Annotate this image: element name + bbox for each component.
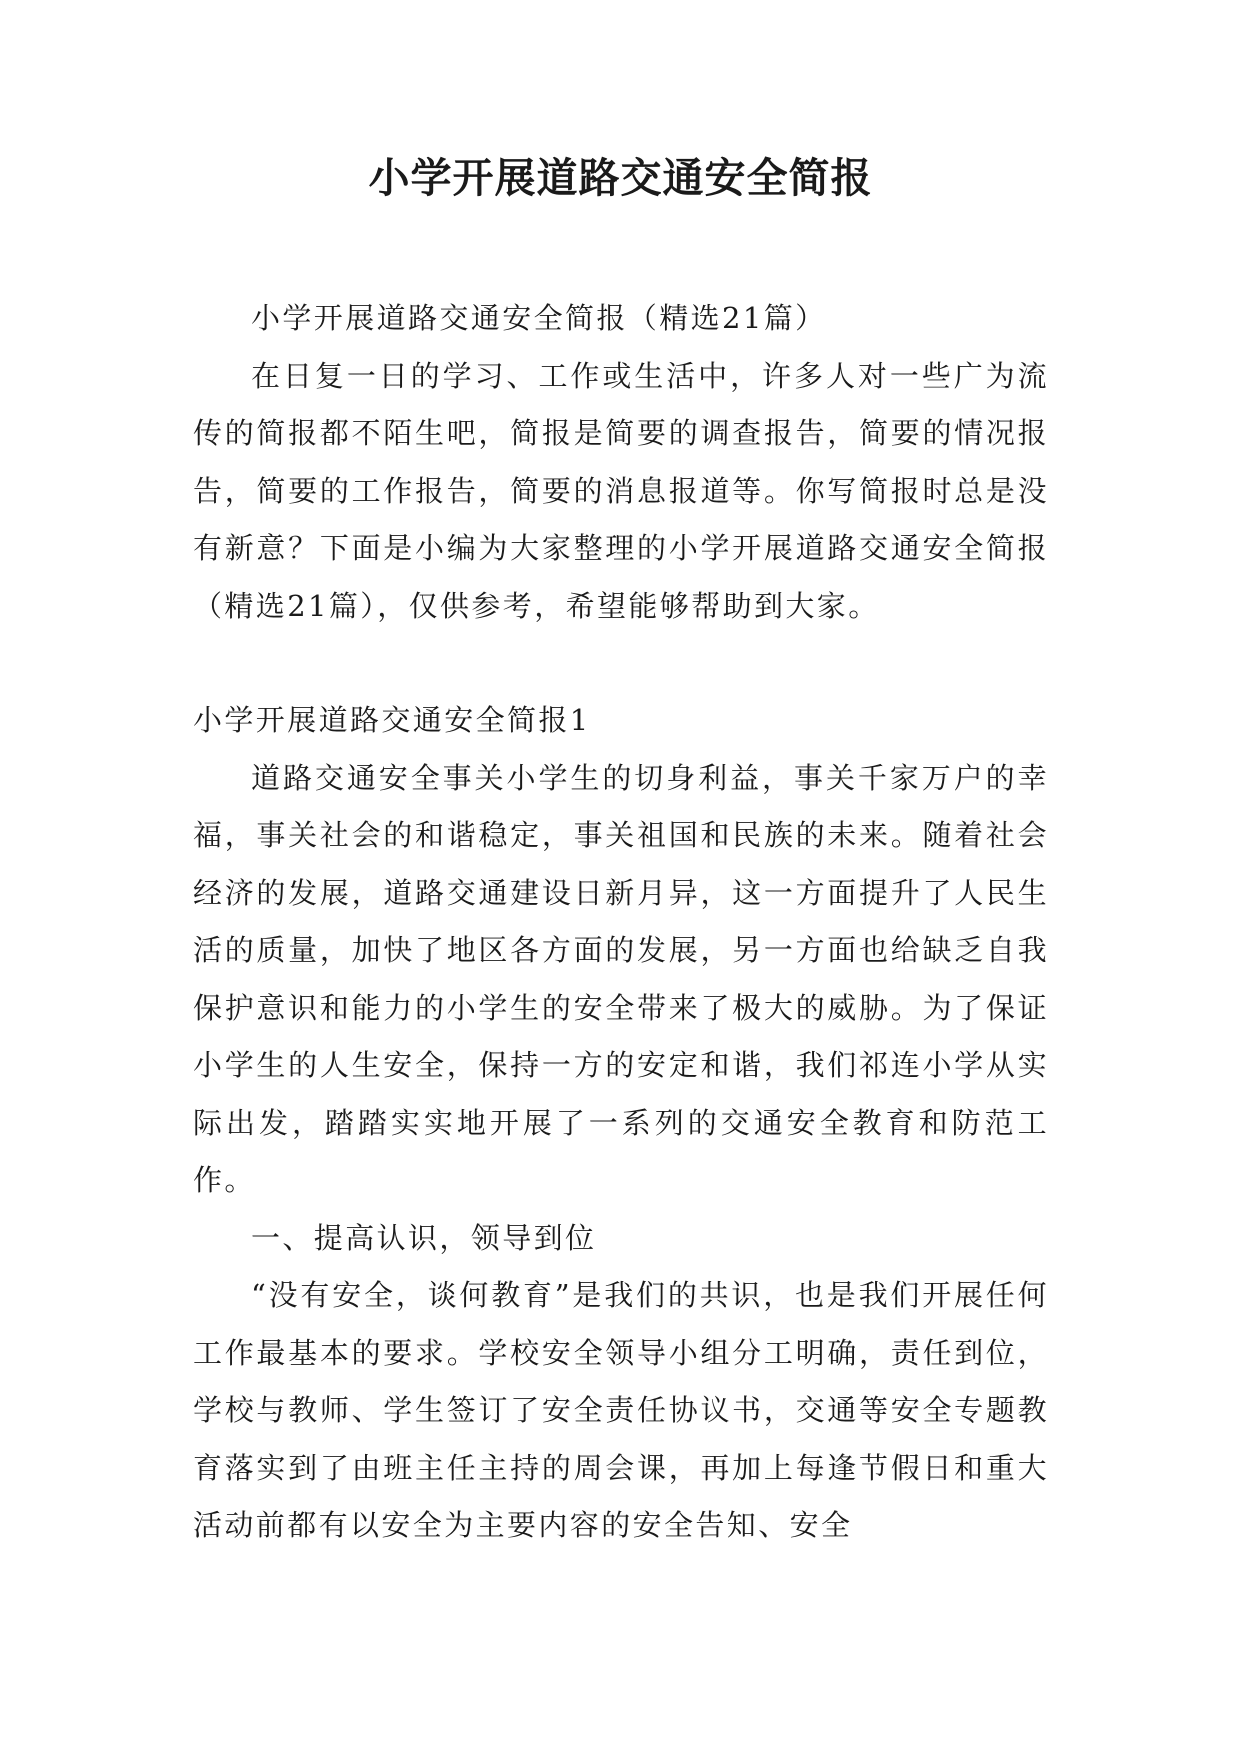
section-paragraph: “没有安全，谈何教育”是我们的共识，也是我们开展任何工作最基本的要求。学校安全领导小组分工明确，责任到位，学校与教师、学生签订了安全责任协议书，交通等安全专题教育落实到了由班主任主持的周会课，再加上每逢节假日和重大活动前都有以安全为主要内容的安全告知、安全 [193, 1278, 1049, 1542]
section-paragraph: 道路交通安全事关小学生的切身利益，事关千家万户的幸福，事关社会的和谐稳定，事关祖国和民族的未来。随着社会经济的发展，道路交通建设日新月异，这一方面提升了人民生活的质量，加快了地区各方面的发展，另一方面也给缺乏自我保护意识和能力的小学生的安全带来了极大的威胁。为了保证小学生的人生安全，保持一方的安定和谐，我们祁连小学从实际出发，踏踏实实地开展了一系列的交通安全教育和防范工作。 [193, 760, 1049, 1197]
subheading: 一、提高认识，领导到位 [251, 1220, 597, 1255]
section-heading: 小学开展道路交通安全简报1 [193, 703, 591, 737]
document-subtitle: 小学开展道路交通安全简报（精选21篇） [251, 301, 827, 335]
document-body [193, 290, 1049, 1555]
intro-paragraph: 在日复一日的学习、工作或生活中，许多人对一些广为流传的简报都不陌生吧，简报是简要的调查报告，简要的情况报告，简要的工作报告，简要的消息报道等。你写简报时总是没有新意？下面是小编为大家整理的小学开展道路交通安全简报（精选21篇），仅供参考，希望能够帮助到大家。 [193, 358, 1049, 623]
document-title: 小学开展道路交通安全简报 [368, 154, 873, 202]
